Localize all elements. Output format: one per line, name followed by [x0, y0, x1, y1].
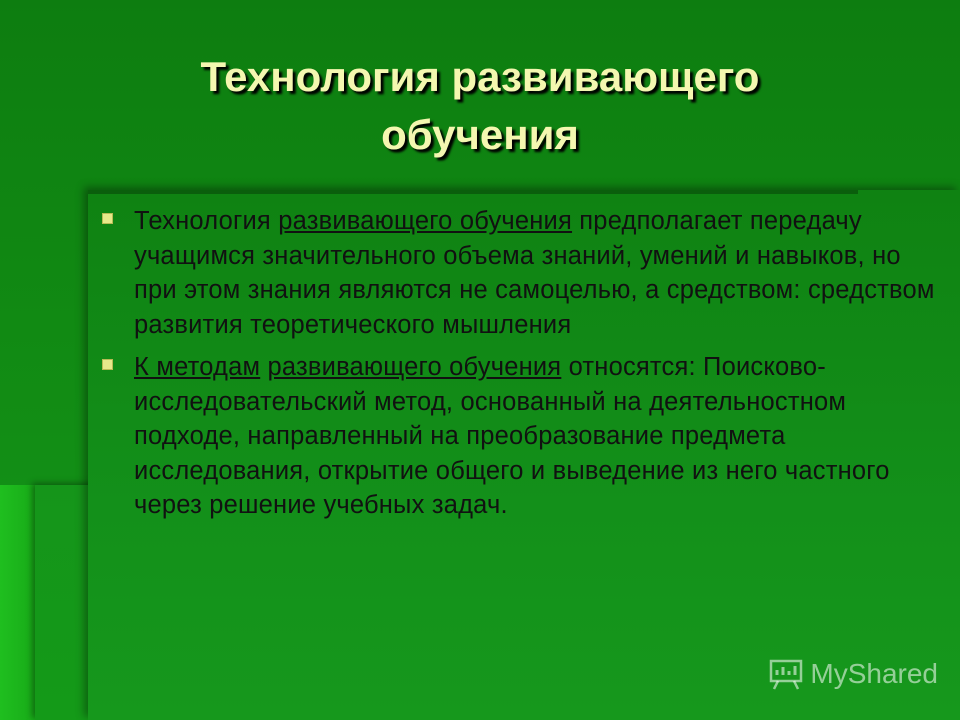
bullet-item-2	[98, 350, 938, 523]
bullet-1-hyperlink[interactable]: развивающего обучения	[278, 207, 573, 235]
title-line-2: обучения	[381, 111, 579, 158]
bullet-1-text-start: Технология	[134, 207, 279, 235]
square-bullet-icon	[102, 359, 113, 370]
slide-content	[98, 204, 938, 531]
watermark-text: MyShared	[810, 658, 938, 689]
bullet-2-hyperlink-learning[interactable]: развивающего обучения	[267, 353, 562, 381]
bullet-2-hyperlink-methods[interactable]: К методам	[134, 353, 261, 381]
bullet-item-1	[98, 204, 938, 342]
slide-title	[0, 48, 960, 164]
bullet-2-text-rest: относятся: Поисково-исследовательский метод, основанный на деятельностном подходе, направленный на преобразование предмета исследования, открытие общего и выведение из него частного через решение учебных задач.	[134, 353, 890, 519]
bullet-1-text-rest: предполагает передачу учащимся значительного объема знаний, умений и навыков, но при этом знания являются не самоцелью, а средством: средством развития теоретического мышления	[134, 207, 935, 339]
myshared-watermark	[768, 654, 938, 694]
content-top-edge	[88, 190, 858, 194]
square-bullet-icon	[102, 213, 113, 224]
title-line-1: Технология развивающего	[200, 53, 760, 100]
bullet-2-space	[260, 353, 267, 381]
left-accent-panel	[0, 485, 40, 720]
presentation-board-icon	[768, 657, 804, 691]
